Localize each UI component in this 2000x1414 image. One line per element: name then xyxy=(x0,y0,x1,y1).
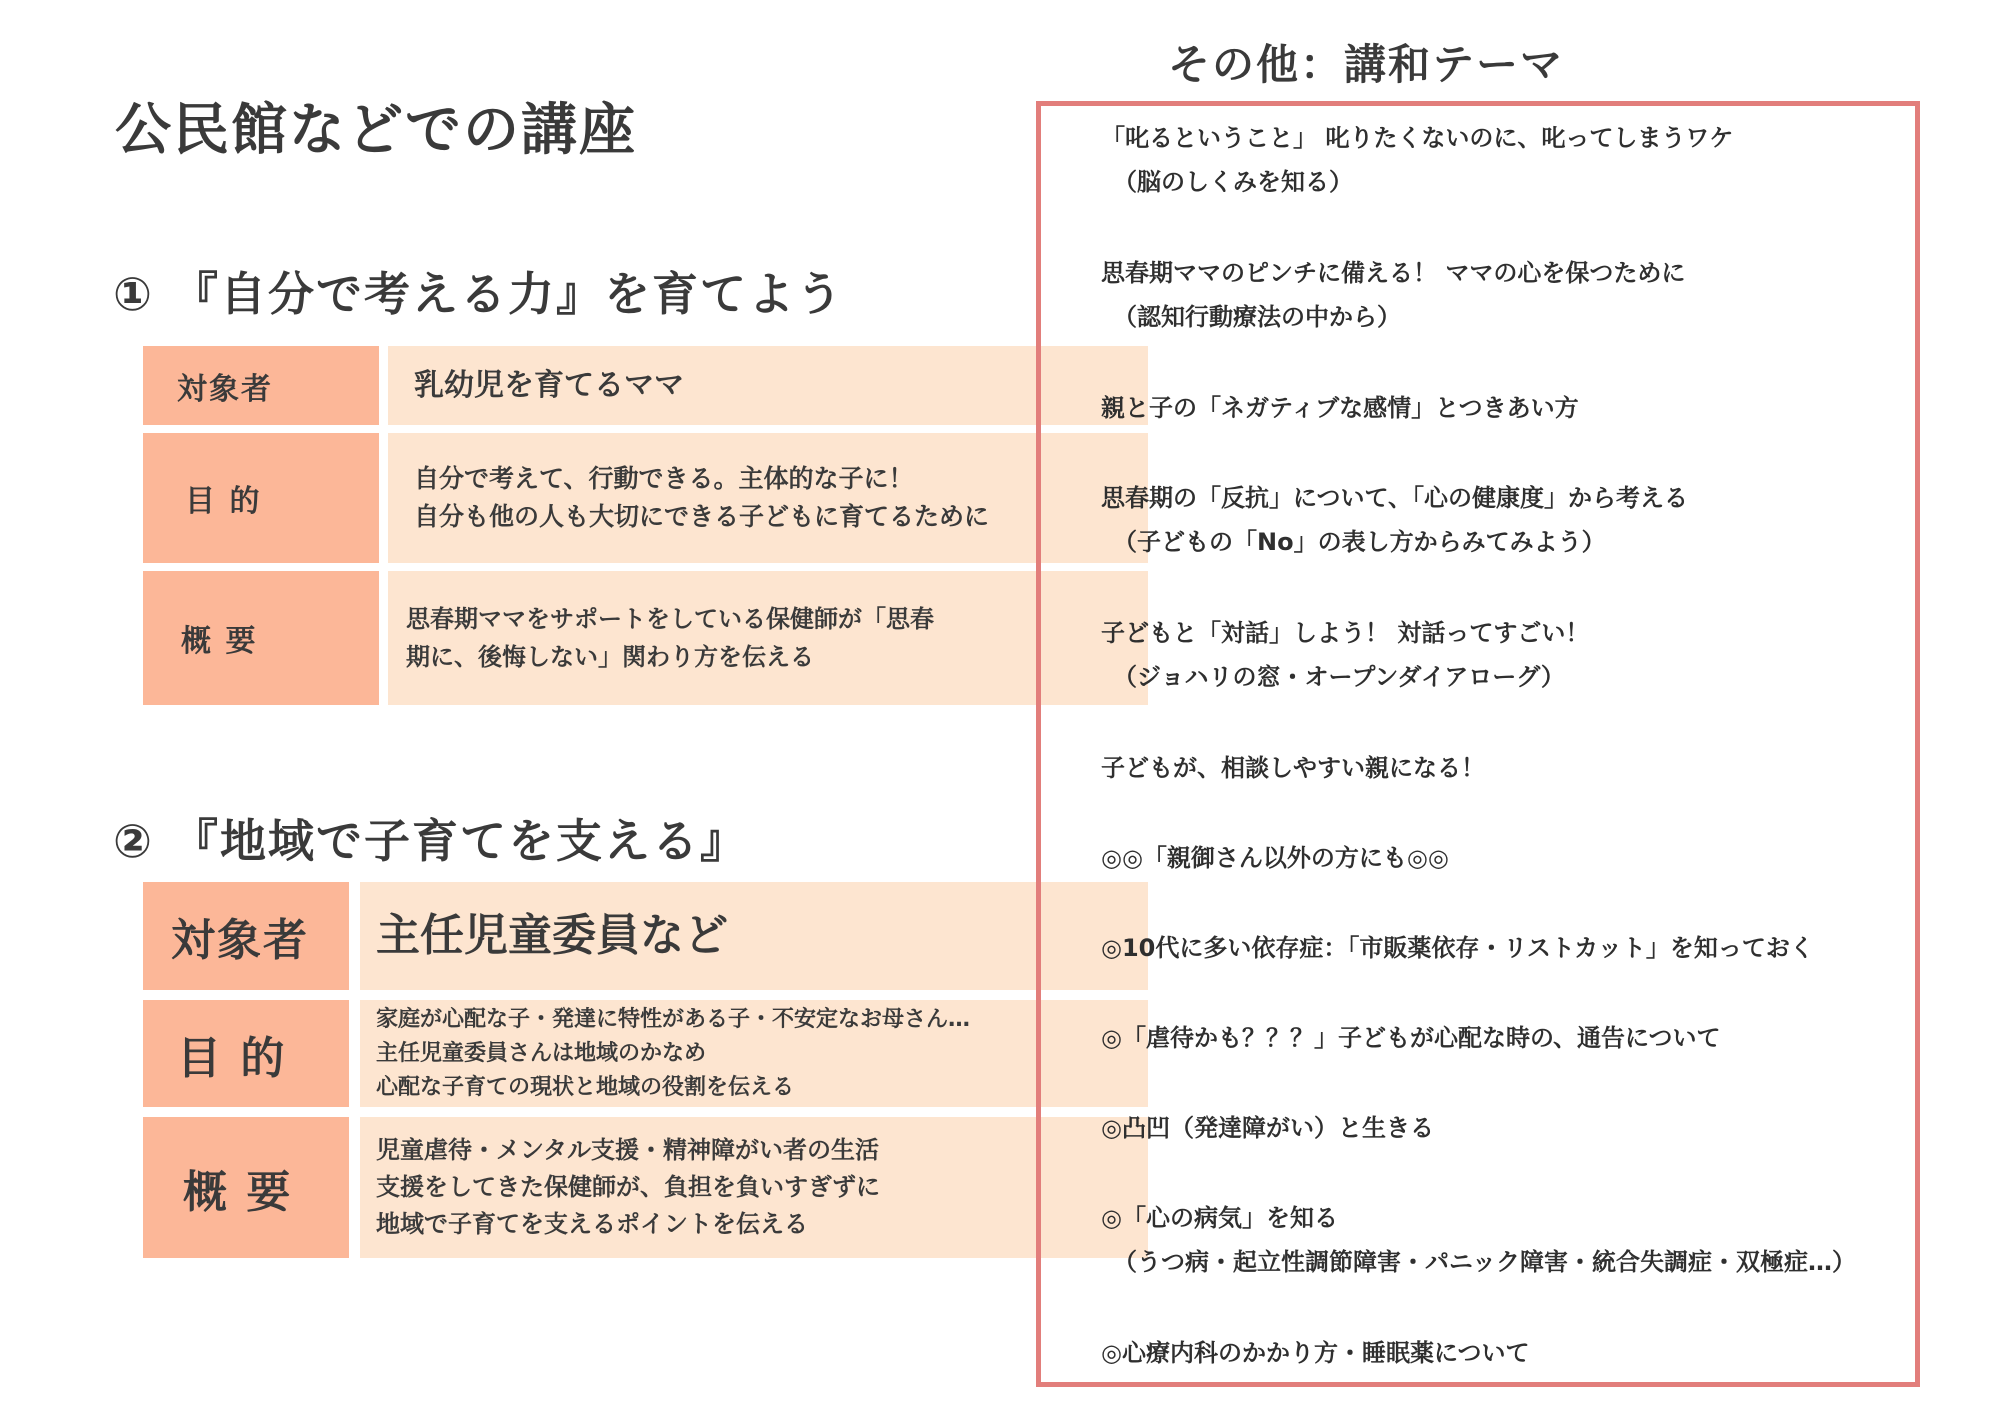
topic-main: ◎10代に多い依存症：「市販薬依存・リストカット」を知っておく xyxy=(1101,934,1814,962)
topic-main: 「叱るということ」 叱りたくないのに、叱ってしまうワケ xyxy=(1101,124,1734,152)
topic-item xyxy=(1101,1331,1529,1375)
main-title: 公民館などでの講座 xyxy=(115,98,637,163)
row-value xyxy=(388,433,1148,563)
value-line: 地域で子育てを支えるポイントを伝える xyxy=(376,1210,808,1238)
topic-main: 思春期の「反抗」について、「心の健康度」から考える xyxy=(1101,484,1689,512)
topic-sub: （子どもの「No」の表し方からみてみよう） xyxy=(1113,528,1606,556)
other-topics-title: その他：講和テーマ xyxy=(1168,40,1565,89)
topic-item xyxy=(1101,1196,1856,1284)
value-line: 主任児童委員さんは地域のかなめ xyxy=(376,1040,707,1066)
value-line: 家庭が心配な子・発達に特性がある子・不安定なお母さん… xyxy=(376,1006,971,1032)
row-value xyxy=(360,1117,1148,1258)
topic-sub: （脳のしくみを知る） xyxy=(1113,168,1353,196)
topic-item xyxy=(1101,386,1579,430)
topic-main: 親と子の「ネガティブな感情」とつきあい方 xyxy=(1101,394,1579,422)
topic-main: 子どもが、相談しやすい親になる！ xyxy=(1101,754,1485,782)
row-label: 目 的 xyxy=(143,433,379,563)
row-label: 概 要 xyxy=(143,571,379,705)
topic-main: ◎「心の病気」を知る xyxy=(1101,1204,1338,1232)
topic-item xyxy=(1101,116,1733,204)
topic-main: 子どもと「対話」しよう！ 対話ってすごい！ xyxy=(1101,619,1590,647)
topics-box xyxy=(1036,101,1920,1387)
value-line: 支援をしてきた保健師が、負担を負いすぎずに xyxy=(376,1173,880,1201)
value-line: 自分も他の人も大切にできる子どもに育てるために xyxy=(414,502,990,531)
value-line: 期に、後悔しない」関わり方を伝える xyxy=(406,643,814,671)
topic-item xyxy=(1101,251,1685,339)
topic-sub: （ジョハリの窓・オープンダイアローグ） xyxy=(1113,663,1565,691)
value-line: 自分で考えて、行動できる。主体的な子に！ xyxy=(414,464,914,493)
topic-item xyxy=(1101,611,1589,699)
topic-main: ◎凸凹（発達障がい）と生きる xyxy=(1101,1114,1434,1142)
topic-sub: （認知行動療法の中から） xyxy=(1113,303,1401,331)
value-line: 主任児童委員など xyxy=(376,910,728,961)
topic-main: ◎「虐待かも？？？」子どもが心配な時の、通告について xyxy=(1101,1024,1721,1052)
section2-title: ② 『地域で子育てを支える』 xyxy=(113,814,748,868)
topic-main: 思春期ママのピンチに備える！ ママの心を保つために xyxy=(1101,259,1686,287)
row-value xyxy=(360,1000,1148,1107)
topic-item xyxy=(1101,746,1485,790)
topic-item xyxy=(1101,1016,1721,1060)
row-value xyxy=(388,571,1148,705)
topic-item xyxy=(1101,1106,1434,1150)
topic-item xyxy=(1101,836,1449,880)
row-label: 目 的 xyxy=(143,1000,349,1107)
topic-sub: （うつ病・起立性調節障害・パニック障害・統合失調症・双極症…） xyxy=(1113,1248,1857,1276)
topic-main: ◎◎「親御さん以外の方にも◎◎ xyxy=(1101,844,1449,872)
topic-main: ◎心療内科のかかり方・睡眠薬について xyxy=(1101,1339,1530,1367)
value-line: 乳幼児を育てるママ xyxy=(414,367,684,403)
row-label: 対象者 xyxy=(143,346,379,425)
row-label: 概 要 xyxy=(143,1117,349,1258)
row-value xyxy=(360,882,1148,990)
row-label: 対象者 xyxy=(143,882,349,990)
value-line: 思春期ママをサポートをしている保健師が「思春 xyxy=(406,605,934,633)
row-value xyxy=(388,346,1148,425)
value-line: 児童虐待・メンタル支援・精神障がい者の生活 xyxy=(376,1136,880,1164)
topic-item xyxy=(1101,476,1688,564)
topic-item xyxy=(1101,926,1814,970)
value-line: 心配な子育ての現状と地域の役割を伝える xyxy=(376,1074,795,1100)
section1-title: ① 『自分で考える力』を育てよう xyxy=(113,267,844,321)
